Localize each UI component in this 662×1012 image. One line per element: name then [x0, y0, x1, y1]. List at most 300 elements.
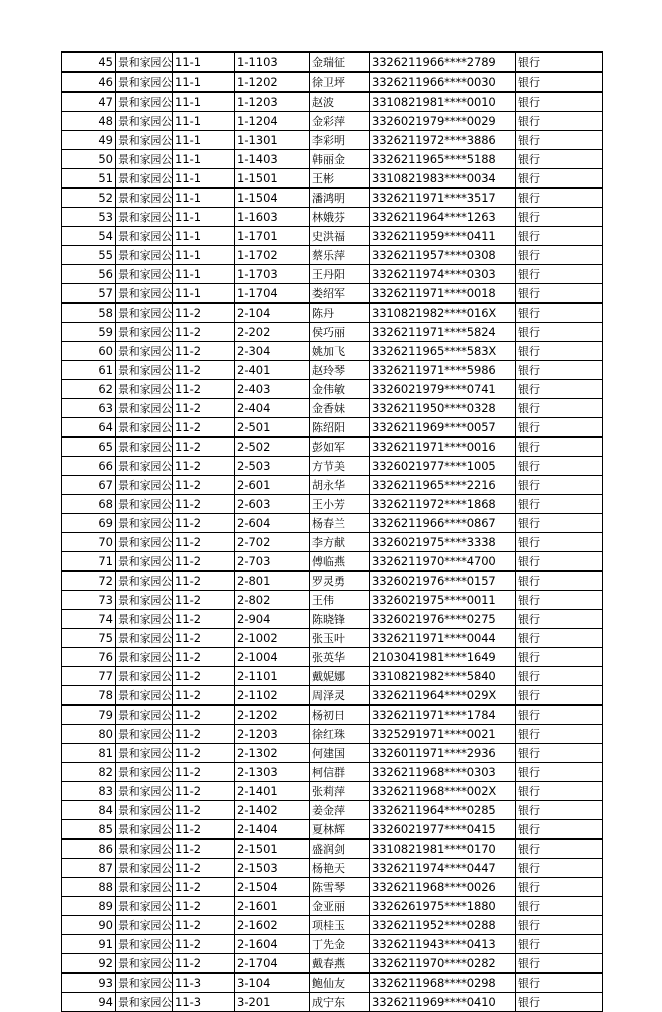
table-row[interactable] [62, 208, 603, 227]
cell-room-number[interactable]: 2-401 [235, 361, 310, 380]
cell-project-name[interactable]: 景和家园公 [116, 380, 173, 399]
cell-building-number[interactable]: 11-1 [173, 227, 235, 246]
cell-room-number[interactable]: 2-501 [235, 418, 310, 438]
cell-payment-method[interactable]: 银行 [516, 52, 603, 72]
cell-room-number[interactable]: 1-1203 [235, 92, 310, 112]
cell-resident-name[interactable]: 金亚丽 [310, 897, 370, 916]
cell-resident-name[interactable]: 韩丽金 [310, 150, 370, 169]
cell-project-name[interactable]: 景和家园公 [116, 839, 173, 859]
cell-payment-method[interactable]: 银行 [516, 973, 603, 993]
table-row[interactable] [62, 265, 603, 284]
cell-resident-name[interactable]: 陈绍阳 [310, 418, 370, 438]
cell-id-card-number[interactable]: 3326211971****0044 [370, 629, 516, 648]
cell-project-name[interactable]: 景和家园公 [116, 993, 173, 1012]
cell-id-card-number[interactable]: 3326211965****2216 [370, 476, 516, 495]
cell-serial-number[interactable]: 91 [62, 935, 116, 954]
table-row[interactable] [62, 916, 603, 935]
cell-serial-number[interactable]: 56 [62, 265, 116, 284]
table-row[interactable] [62, 610, 603, 629]
cell-building-number[interactable]: 11-2 [173, 361, 235, 380]
cell-id-card-number[interactable]: 3326211964****1263 [370, 208, 516, 227]
cell-room-number[interactable]: 2-304 [235, 342, 310, 361]
cell-resident-name[interactable]: 徐红珠 [310, 725, 370, 744]
cell-serial-number[interactable]: 70 [62, 533, 116, 552]
cell-resident-name[interactable]: 姚加飞 [310, 342, 370, 361]
cell-serial-number[interactable]: 54 [62, 227, 116, 246]
table-row[interactable] [62, 342, 603, 361]
cell-payment-method[interactable]: 银行 [516, 629, 603, 648]
table-row[interactable] [62, 227, 603, 246]
cell-building-number[interactable]: 11-2 [173, 552, 235, 572]
cell-project-name[interactable]: 景和家园公 [116, 92, 173, 112]
cell-project-name[interactable]: 景和家园公 [116, 112, 173, 131]
cell-room-number[interactable]: 1-1704 [235, 284, 310, 304]
cell-id-card-number[interactable]: 3326211965****583X [370, 342, 516, 361]
cell-building-number[interactable]: 11-1 [173, 284, 235, 304]
cell-payment-method[interactable]: 银行 [516, 188, 603, 208]
cell-serial-number[interactable]: 52 [62, 188, 116, 208]
cell-building-number[interactable]: 11-2 [173, 342, 235, 361]
cell-id-card-number[interactable]: 3326211965****5188 [370, 150, 516, 169]
table-row[interactable] [62, 533, 603, 552]
table-row[interactable] [62, 418, 603, 438]
cell-project-name[interactable]: 景和家园公 [116, 72, 173, 92]
cell-project-name[interactable]: 景和家园公 [116, 686, 173, 706]
cell-payment-method[interactable]: 银行 [516, 705, 603, 725]
cell-id-card-number[interactable]: 3326021976****0275 [370, 610, 516, 629]
table-row[interactable] [62, 801, 603, 820]
cell-payment-method[interactable]: 银行 [516, 437, 603, 457]
cell-project-name[interactable]: 景和家园公 [116, 246, 173, 265]
cell-building-number[interactable]: 11-3 [173, 973, 235, 993]
cell-payment-method[interactable]: 银行 [516, 610, 603, 629]
cell-serial-number[interactable]: 77 [62, 667, 116, 686]
cell-building-number[interactable]: 11-2 [173, 667, 235, 686]
table-row[interactable] [62, 92, 603, 112]
table-row[interactable] [62, 782, 603, 801]
cell-resident-name[interactable]: 成宁东 [310, 993, 370, 1012]
cell-id-card-number[interactable]: 3326211966****0030 [370, 72, 516, 92]
cell-resident-name[interactable]: 方节美 [310, 457, 370, 476]
cell-serial-number[interactable]: 72 [62, 571, 116, 591]
cell-payment-method[interactable]: 银行 [516, 648, 603, 667]
cell-resident-name[interactable]: 张英华 [310, 648, 370, 667]
cell-id-card-number[interactable]: 3326211971****5824 [370, 323, 516, 342]
cell-id-card-number[interactable]: 3326211968****0026 [370, 878, 516, 897]
cell-project-name[interactable]: 景和家园公 [116, 916, 173, 935]
table-row[interactable] [62, 667, 603, 686]
cell-room-number[interactable]: 2-603 [235, 495, 310, 514]
cell-id-card-number[interactable]: 3326211952****0288 [370, 916, 516, 935]
cell-payment-method[interactable]: 银行 [516, 782, 603, 801]
cell-payment-method[interactable]: 银行 [516, 169, 603, 189]
cell-id-card-number[interactable]: 3326211972****3886 [370, 131, 516, 150]
cell-room-number[interactable]: 2-1704 [235, 954, 310, 974]
cell-room-number[interactable]: 2-1004 [235, 648, 310, 667]
cell-payment-method[interactable]: 银行 [516, 916, 603, 935]
cell-resident-name[interactable]: 林娥芬 [310, 208, 370, 227]
cell-room-number[interactable]: 2-1202 [235, 705, 310, 725]
cell-project-name[interactable]: 景和家园公 [116, 552, 173, 572]
cell-id-card-number[interactable]: 3326021979****0029 [370, 112, 516, 131]
table-row[interactable] [62, 973, 603, 993]
table-row[interactable] [62, 399, 603, 418]
cell-building-number[interactable]: 11-1 [173, 92, 235, 112]
cell-project-name[interactable]: 景和家园公 [116, 131, 173, 150]
cell-building-number[interactable]: 11-1 [173, 188, 235, 208]
cell-id-card-number[interactable]: 3326211959****0411 [370, 227, 516, 246]
cell-payment-method[interactable]: 银行 [516, 571, 603, 591]
cell-resident-name[interactable]: 鲍仙友 [310, 973, 370, 993]
cell-project-name[interactable]: 景和家园公 [116, 878, 173, 897]
cell-serial-number[interactable]: 65 [62, 437, 116, 457]
cell-resident-name[interactable]: 杨初日 [310, 705, 370, 725]
table-row[interactable] [62, 303, 603, 323]
cell-serial-number[interactable]: 83 [62, 782, 116, 801]
cell-resident-name[interactable]: 金香妹 [310, 399, 370, 418]
cell-room-number[interactable]: 2-801 [235, 571, 310, 591]
cell-id-card-number[interactable]: 3326021975****3338 [370, 533, 516, 552]
cell-room-number[interactable]: 2-1401 [235, 782, 310, 801]
cell-project-name[interactable]: 景和家园公 [116, 188, 173, 208]
cell-serial-number[interactable]: 76 [62, 648, 116, 667]
cell-resident-name[interactable]: 傅临燕 [310, 552, 370, 572]
cell-id-card-number[interactable]: 3326211974****0303 [370, 265, 516, 284]
cell-payment-method[interactable]: 银行 [516, 935, 603, 954]
cell-serial-number[interactable]: 59 [62, 323, 116, 342]
cell-room-number[interactable]: 2-1102 [235, 686, 310, 706]
cell-resident-name[interactable]: 王小芳 [310, 495, 370, 514]
cell-project-name[interactable]: 景和家园公 [116, 169, 173, 189]
cell-project-name[interactable]: 景和家园公 [116, 361, 173, 380]
cell-resident-name[interactable]: 潘鸿明 [310, 188, 370, 208]
cell-serial-number[interactable]: 82 [62, 763, 116, 782]
cell-payment-method[interactable]: 银行 [516, 954, 603, 974]
cell-building-number[interactable]: 11-2 [173, 437, 235, 457]
table-row[interactable] [62, 705, 603, 725]
cell-room-number[interactable]: 1-1202 [235, 72, 310, 92]
cell-resident-name[interactable]: 杨艳天 [310, 859, 370, 878]
table-row[interactable] [62, 284, 603, 304]
cell-id-card-number[interactable]: 3326211968****0303 [370, 763, 516, 782]
table-row[interactable] [62, 437, 603, 457]
cell-serial-number[interactable]: 68 [62, 495, 116, 514]
cell-id-card-number[interactable]: 3326021977****0415 [370, 820, 516, 840]
cell-serial-number[interactable]: 69 [62, 514, 116, 533]
cell-project-name[interactable]: 景和家园公 [116, 725, 173, 744]
cell-payment-method[interactable]: 银行 [516, 457, 603, 476]
cell-building-number[interactable]: 11-2 [173, 533, 235, 552]
cell-id-card-number[interactable]: 3326261975****1880 [370, 897, 516, 916]
cell-id-card-number[interactable]: 3326211950****0328 [370, 399, 516, 418]
cell-room-number[interactable]: 2-1402 [235, 801, 310, 820]
cell-payment-method[interactable]: 银行 [516, 418, 603, 438]
cell-room-number[interactable]: 2-1602 [235, 916, 310, 935]
cell-room-number[interactable]: 2-1503 [235, 859, 310, 878]
cell-id-card-number[interactable]: 3326211971****0016 [370, 437, 516, 457]
table-row[interactable] [62, 514, 603, 533]
cell-room-number[interactable]: 2-502 [235, 437, 310, 457]
cell-room-number[interactable]: 2-904 [235, 610, 310, 629]
cell-building-number[interactable]: 11-3 [173, 993, 235, 1012]
cell-id-card-number[interactable]: 3310821983****0034 [370, 169, 516, 189]
cell-room-number[interactable]: 2-1601 [235, 897, 310, 916]
cell-building-number[interactable]: 11-2 [173, 820, 235, 840]
cell-payment-method[interactable]: 银行 [516, 112, 603, 131]
cell-project-name[interactable]: 景和家园公 [116, 342, 173, 361]
cell-project-name[interactable]: 景和家园公 [116, 705, 173, 725]
cell-resident-name[interactable]: 夏林辉 [310, 820, 370, 840]
table-row[interactable] [62, 150, 603, 169]
cell-room-number[interactable]: 2-601 [235, 476, 310, 495]
cell-serial-number[interactable]: 67 [62, 476, 116, 495]
cell-building-number[interactable]: 11-2 [173, 648, 235, 667]
table-row[interactable] [62, 323, 603, 342]
cell-project-name[interactable]: 景和家园公 [116, 610, 173, 629]
cell-payment-method[interactable]: 银行 [516, 878, 603, 897]
table-row[interactable] [62, 361, 603, 380]
cell-project-name[interactable]: 景和家园公 [116, 648, 173, 667]
cell-project-name[interactable]: 景和家园公 [116, 457, 173, 476]
cell-serial-number[interactable]: 93 [62, 973, 116, 993]
cell-building-number[interactable]: 11-2 [173, 418, 235, 438]
cell-id-card-number[interactable]: 3326211974****0447 [370, 859, 516, 878]
cell-building-number[interactable]: 11-2 [173, 610, 235, 629]
table-row[interactable] [62, 476, 603, 495]
cell-room-number[interactable]: 2-1101 [235, 667, 310, 686]
cell-id-card-number[interactable]: 3326021975****0011 [370, 591, 516, 610]
cell-room-number[interactable]: 2-1404 [235, 820, 310, 840]
cell-building-number[interactable]: 11-1 [173, 169, 235, 189]
table-row[interactable] [62, 380, 603, 399]
cell-building-number[interactable]: 11-2 [173, 629, 235, 648]
cell-payment-method[interactable]: 银行 [516, 744, 603, 763]
cell-project-name[interactable]: 景和家园公 [116, 476, 173, 495]
cell-id-card-number[interactable]: 3326211971****1784 [370, 705, 516, 725]
cell-serial-number[interactable]: 80 [62, 725, 116, 744]
cell-resident-name[interactable]: 金瑞征 [310, 52, 370, 72]
cell-serial-number[interactable]: 62 [62, 380, 116, 399]
cell-resident-name[interactable]: 赵玲琴 [310, 361, 370, 380]
table-row[interactable] [62, 820, 603, 840]
cell-project-name[interactable]: 景和家园公 [116, 52, 173, 72]
cell-resident-name[interactable]: 史洪福 [310, 227, 370, 246]
cell-project-name[interactable]: 景和家园公 [116, 591, 173, 610]
cell-building-number[interactable]: 11-2 [173, 954, 235, 974]
cell-serial-number[interactable]: 81 [62, 744, 116, 763]
cell-room-number[interactable]: 1-1301 [235, 131, 310, 150]
cell-payment-method[interactable]: 银行 [516, 284, 603, 304]
cell-serial-number[interactable]: 89 [62, 897, 116, 916]
cell-payment-method[interactable]: 银行 [516, 246, 603, 265]
cell-room-number[interactable]: 1-1501 [235, 169, 310, 189]
cell-resident-name[interactable]: 杨春兰 [310, 514, 370, 533]
cell-resident-name[interactable]: 姜金萍 [310, 801, 370, 820]
cell-room-number[interactable]: 2-1302 [235, 744, 310, 763]
cell-room-number[interactable]: 1-1504 [235, 188, 310, 208]
table-row[interactable] [62, 993, 603, 1012]
cell-building-number[interactable]: 11-2 [173, 897, 235, 916]
cell-building-number[interactable]: 11-2 [173, 399, 235, 418]
cell-id-card-number[interactable]: 3326211970****4700 [370, 552, 516, 572]
table-row[interactable] [62, 52, 603, 72]
cell-payment-method[interactable]: 银行 [516, 820, 603, 840]
cell-project-name[interactable]: 景和家园公 [116, 150, 173, 169]
cell-id-card-number[interactable]: 3326211968****0298 [370, 973, 516, 993]
cell-project-name[interactable]: 景和家园公 [116, 323, 173, 342]
cell-room-number[interactable]: 1-1603 [235, 208, 310, 227]
table-row[interactable] [62, 495, 603, 514]
cell-payment-method[interactable]: 银行 [516, 92, 603, 112]
cell-serial-number[interactable]: 66 [62, 457, 116, 476]
cell-resident-name[interactable]: 陈雪琴 [310, 878, 370, 897]
cell-id-card-number[interactable]: 3326211966****0867 [370, 514, 516, 533]
cell-payment-method[interactable]: 银行 [516, 993, 603, 1012]
cell-serial-number[interactable]: 79 [62, 705, 116, 725]
cell-id-card-number[interactable]: 3310821982****016X [370, 303, 516, 323]
cell-building-number[interactable]: 11-2 [173, 457, 235, 476]
table-row[interactable] [62, 552, 603, 572]
cell-building-number[interactable]: 11-2 [173, 859, 235, 878]
cell-payment-method[interactable]: 银行 [516, 399, 603, 418]
cell-payment-method[interactable]: 银行 [516, 476, 603, 495]
cell-building-number[interactable]: 11-2 [173, 801, 235, 820]
cell-serial-number[interactable]: 71 [62, 552, 116, 572]
table-row[interactable] [62, 112, 603, 131]
cell-serial-number[interactable]: 51 [62, 169, 116, 189]
cell-payment-method[interactable]: 银行 [516, 897, 603, 916]
cell-serial-number[interactable]: 53 [62, 208, 116, 227]
cell-building-number[interactable]: 11-2 [173, 476, 235, 495]
cell-id-card-number[interactable]: 3326211943****0413 [370, 935, 516, 954]
cell-room-number[interactable]: 2-1002 [235, 629, 310, 648]
cell-resident-name[interactable]: 项桂玉 [310, 916, 370, 935]
cell-resident-name[interactable]: 何建国 [310, 744, 370, 763]
cell-project-name[interactable]: 景和家园公 [116, 208, 173, 227]
cell-project-name[interactable]: 景和家园公 [116, 437, 173, 457]
cell-resident-name[interactable]: 张莉萍 [310, 782, 370, 801]
cell-resident-name[interactable]: 张玉叶 [310, 629, 370, 648]
cell-payment-method[interactable]: 银行 [516, 514, 603, 533]
table-row[interactable] [62, 131, 603, 150]
cell-payment-method[interactable]: 银行 [516, 303, 603, 323]
cell-building-number[interactable]: 11-2 [173, 782, 235, 801]
cell-resident-name[interactable]: 徐卫坪 [310, 72, 370, 92]
cell-serial-number[interactable]: 74 [62, 610, 116, 629]
cell-building-number[interactable]: 11-2 [173, 705, 235, 725]
cell-project-name[interactable]: 景和家园公 [116, 399, 173, 418]
cell-resident-name[interactable]: 柯信群 [310, 763, 370, 782]
cell-room-number[interactable]: 2-802 [235, 591, 310, 610]
cell-room-number[interactable]: 2-202 [235, 323, 310, 342]
cell-building-number[interactable]: 11-2 [173, 725, 235, 744]
table-row[interactable] [62, 188, 603, 208]
cell-resident-name[interactable]: 周泽灵 [310, 686, 370, 706]
cell-building-number[interactable]: 11-1 [173, 52, 235, 72]
cell-id-card-number[interactable]: 3326211957****0308 [370, 246, 516, 265]
cell-project-name[interactable]: 景和家园公 [116, 763, 173, 782]
cell-project-name[interactable]: 景和家园公 [116, 935, 173, 954]
table-row[interactable] [62, 686, 603, 706]
cell-payment-method[interactable]: 银行 [516, 323, 603, 342]
cell-payment-method[interactable]: 银行 [516, 131, 603, 150]
cell-payment-method[interactable]: 银行 [516, 72, 603, 92]
cell-room-number[interactable]: 2-1303 [235, 763, 310, 782]
cell-resident-name[interactable]: 王丹阳 [310, 265, 370, 284]
table-row[interactable] [62, 839, 603, 859]
table-row[interactable] [62, 897, 603, 916]
cell-serial-number[interactable]: 55 [62, 246, 116, 265]
cell-id-card-number[interactable]: 3326011971****2936 [370, 744, 516, 763]
table-row[interactable] [62, 725, 603, 744]
table-row[interactable] [62, 457, 603, 476]
cell-serial-number[interactable]: 92 [62, 954, 116, 974]
cell-building-number[interactable]: 11-1 [173, 112, 235, 131]
cell-resident-name[interactable]: 陈晓锋 [310, 610, 370, 629]
cell-project-name[interactable]: 景和家园公 [116, 495, 173, 514]
cell-serial-number[interactable]: 84 [62, 801, 116, 820]
cell-id-card-number[interactable]: 3326211970****0282 [370, 954, 516, 974]
cell-room-number[interactable]: 3-104 [235, 973, 310, 993]
cell-id-card-number[interactable]: 3326211966****2789 [370, 52, 516, 72]
cell-payment-method[interactable]: 银行 [516, 380, 603, 399]
cell-project-name[interactable]: 景和家园公 [116, 284, 173, 304]
cell-resident-name[interactable]: 李彩明 [310, 131, 370, 150]
cell-payment-method[interactable]: 银行 [516, 763, 603, 782]
cell-project-name[interactable]: 景和家园公 [116, 954, 173, 974]
cell-building-number[interactable]: 11-2 [173, 323, 235, 342]
cell-room-number[interactable]: 2-503 [235, 457, 310, 476]
cell-project-name[interactable]: 景和家园公 [116, 533, 173, 552]
cell-payment-method[interactable]: 银行 [516, 208, 603, 227]
cell-room-number[interactable]: 2-404 [235, 399, 310, 418]
cell-building-number[interactable]: 11-2 [173, 935, 235, 954]
cell-building-number[interactable]: 11-1 [173, 246, 235, 265]
cell-resident-name[interactable]: 王伟 [310, 591, 370, 610]
cell-serial-number[interactable]: 45 [62, 52, 116, 72]
cell-id-card-number[interactable]: 3326211971****3517 [370, 188, 516, 208]
cell-project-name[interactable]: 景和家园公 [116, 859, 173, 878]
table-row[interactable] [62, 169, 603, 189]
cell-project-name[interactable]: 景和家园公 [116, 227, 173, 246]
cell-serial-number[interactable]: 87 [62, 859, 116, 878]
cell-project-name[interactable]: 景和家园公 [116, 897, 173, 916]
cell-id-card-number[interactable]: 3326211971****5986 [370, 361, 516, 380]
cell-project-name[interactable]: 景和家园公 [116, 801, 173, 820]
cell-resident-name[interactable]: 戴春燕 [310, 954, 370, 974]
cell-id-card-number[interactable]: 3325291971****0021 [370, 725, 516, 744]
cell-serial-number[interactable]: 57 [62, 284, 116, 304]
cell-building-number[interactable]: 11-2 [173, 916, 235, 935]
cell-room-number[interactable]: 2-104 [235, 303, 310, 323]
cell-building-number[interactable]: 11-2 [173, 744, 235, 763]
cell-id-card-number[interactable]: 3326021977****1005 [370, 457, 516, 476]
table-row[interactable] [62, 935, 603, 954]
table-row[interactable] [62, 72, 603, 92]
cell-room-number[interactable]: 2-604 [235, 514, 310, 533]
cell-building-number[interactable]: 11-2 [173, 591, 235, 610]
cell-serial-number[interactable]: 61 [62, 361, 116, 380]
cell-id-card-number[interactable]: 3326211969****0410 [370, 993, 516, 1012]
cell-payment-method[interactable]: 银行 [516, 801, 603, 820]
cell-room-number[interactable]: 1-1204 [235, 112, 310, 131]
cell-project-name[interactable]: 景和家园公 [116, 629, 173, 648]
cell-payment-method[interactable]: 银行 [516, 552, 603, 572]
cell-payment-method[interactable]: 银行 [516, 342, 603, 361]
cell-id-card-number[interactable]: 3326211968****002X [370, 782, 516, 801]
cell-payment-method[interactable]: 银行 [516, 686, 603, 706]
cell-payment-method[interactable]: 银行 [516, 667, 603, 686]
